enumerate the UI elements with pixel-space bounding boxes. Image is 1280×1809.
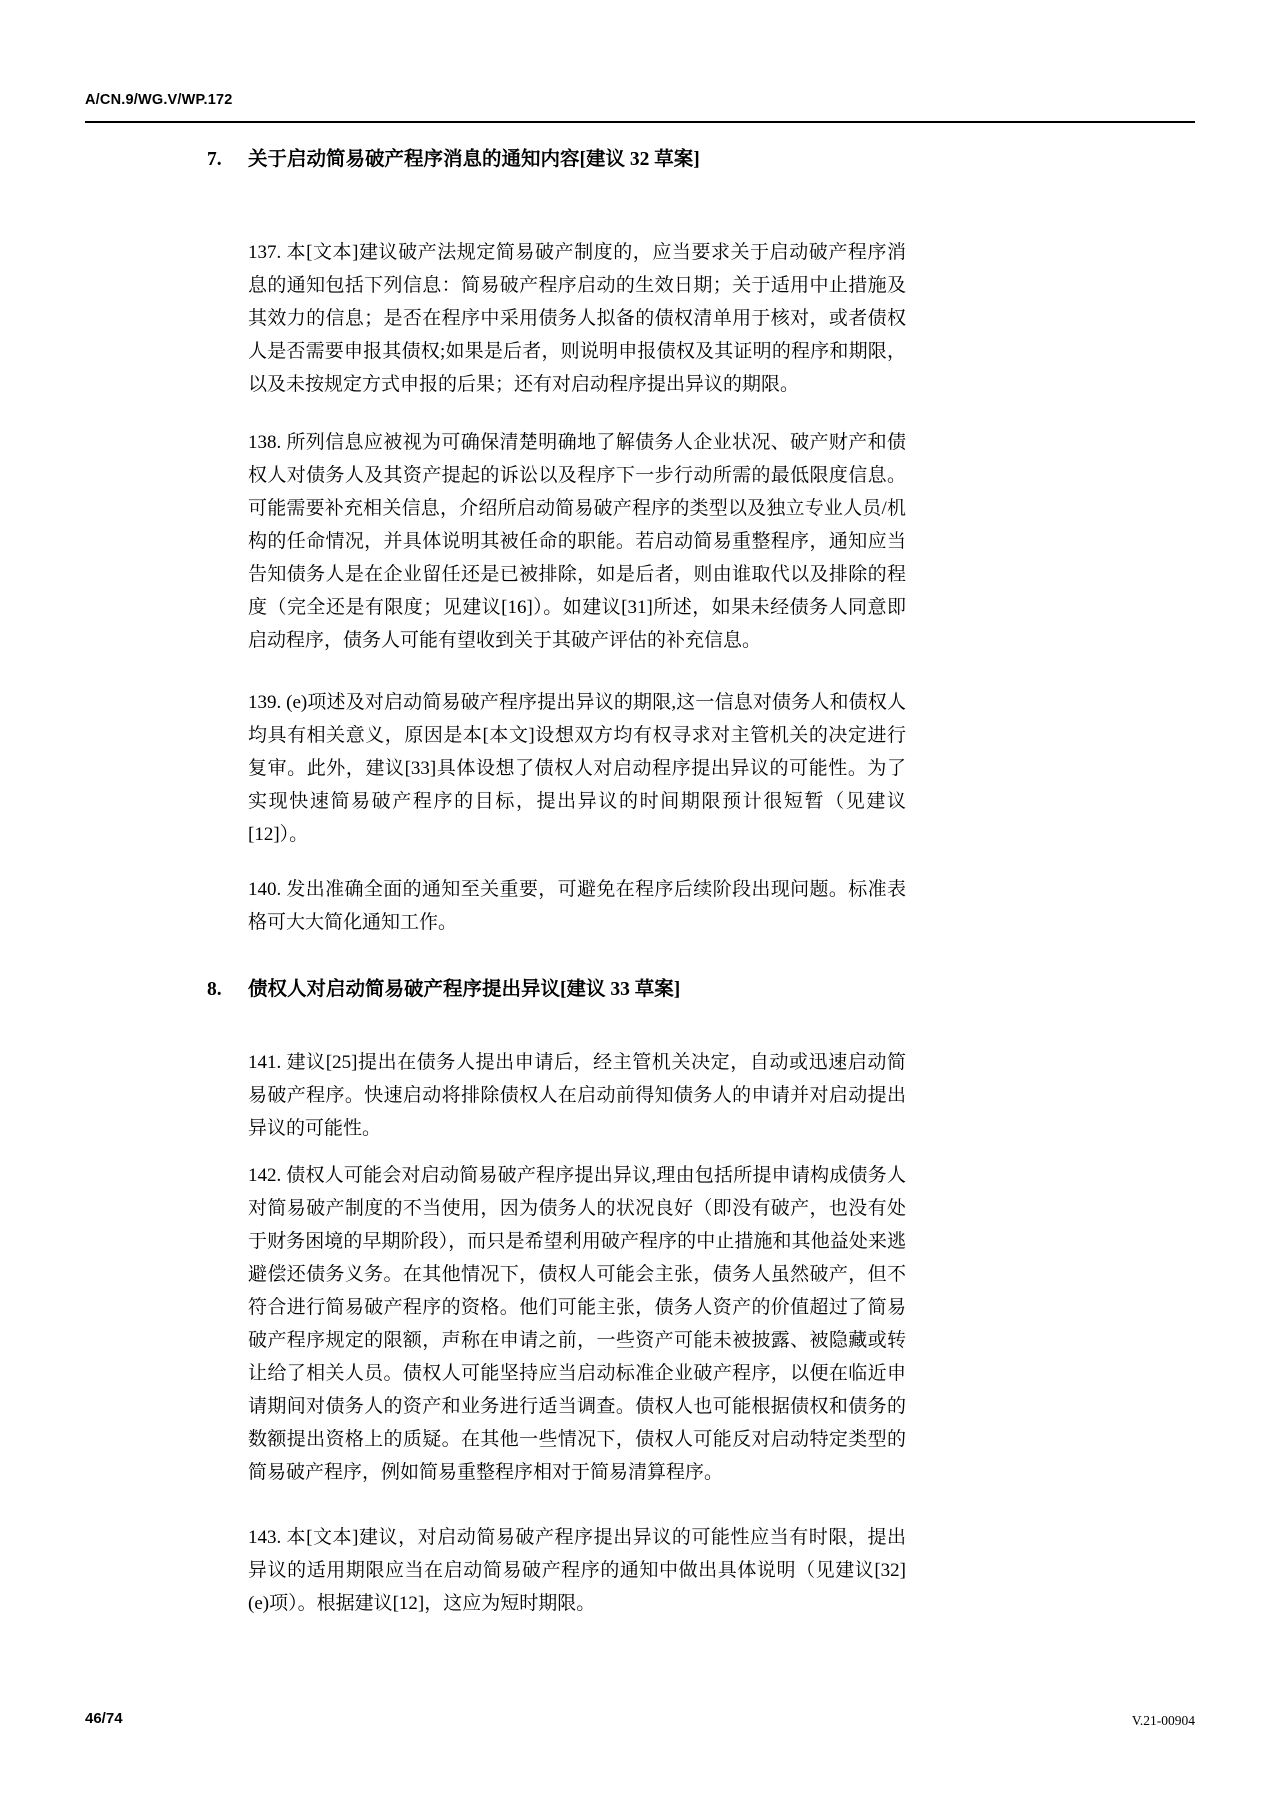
section-7-number: 7. [207, 149, 222, 170]
section-8-heading [207, 976, 927, 1003]
paragraph-139: 139. (e)项述及对启动简易破产程序提出异议的期限,这一信息对债务人和债权人均具有相关意义，原因是本[本文]设想双方均有权寻求对主管机关的决定进行复审。此外，建议[33]具体设想了债权人对启动程序提出异议的可能性。为了实现快速简易破产程序的目标，提出异议的时间期限预计很短暂（见建议[12]）。 [248, 692, 906, 845]
section-8-number: 8. [207, 979, 222, 1000]
footer-page-number: 46/74 [85, 1710, 123, 1727]
paragraph-137: 137. 本[文本]建议破产法规定简易破产制度的，应当要求关于启动破产程序消息的通知包括下列信息：简易破产程序启动的生效日期；关于适用中止措施及其效力的信息；是否在程序中采用债务人拟备的债权清单用于核对，或者债权人是否需要申报其债权;如果是后者，则说明申报债权及其证明的程序和期限，以及未按规定方式申报的后果；还有对启动程序提出异议的期限。 [248, 242, 906, 395]
paragraph-142: 142. 债权人可能会对启动简易破产程序提出异议,理由包括所提申请构成债务人对简易破产制度的不当使用，因为债务人的状况良好（即没有破产，也没有处于财务困境的早期阶段），而只是希望利用破产程序的中止措施和其他益处来逃避偿还债务义务。在其他情况下，债权人可能会主张，债务人虽然破产，但不符合进行简易破产程序的资格。他们可能主张，债务人资产的价值超过了简易破产程序规定的限额，声称在申请之前，一些资产可能未被披露、被隐藏或转让给了相关人员。债权人可能坚持应当启动标准企业破产程序，以便在临近申请期间对债务人的资产和业务进行适当调查。债权人也可能根据债权和债务的数额提出资格上的质疑。在其他一些情况下，债权人可能反对启动特定类型的简易破产程序，例如简易重整程序相对于简易清算程序。 [248, 1165, 906, 1483]
paragraph-143: 143. 本[文本]建议，对启动简易破产程序提出异议的可能性应当有时限，提出异议的适用期限应当在启动简易破产程序的通知中做出具体说明（见建议[32](e)项）。根据建议[12]，这应为短时期限。 [248, 1527, 906, 1614]
document-symbol: A/CN.9/WG.V/WP.172 [85, 92, 233, 108]
section-7-title: 关于启动简易破产程序消息的通知内容[建议 32 草案] [248, 149, 700, 170]
paragraph-140: 140. 发出准确全面的通知至关重要，可避免在程序后续阶段出现问题。标准表格可大大简化通知工作。 [248, 879, 906, 933]
footer-document-number: V.21-00904 [1131, 1713, 1195, 1728]
section-8-title: 债权人对启动简易破产程序提出异议[建议 33 草案] [248, 979, 681, 1000]
section-7-heading [207, 146, 927, 173]
paragraph-138: 138. 所列信息应被视为可确保清楚明确地了解债务人企业状况、破产财产和债权人对债务人及其资产提起的诉讼以及程序下一步行动所需的最低限度信息。可能需要补充相关信息，介绍所启动简易破产程序的类型以及独立专业人员/机构的任命情况，并具体说明其被任命的职能。若启动简易重整程序，通知应当告知债务人是在企业留任还是已被排除，如是后者，则由谁取代以及排除的程度（完全还是有限度；见建议[16]）。如建议[31]所述，如果未经债务人同意即启动程序，债务人可能有望收到关于其破产评估的补充信息。 [248, 432, 906, 651]
paragraph-141: 141. 建议[25]提出在债务人提出申请后，经主管机关决定，自动或迅速启动简易破产程序。快速启动将排除债权人在启动前得知债务人的申请并对启动提出异议的可能性。 [248, 1052, 906, 1139]
header-rule [85, 121, 1195, 123]
